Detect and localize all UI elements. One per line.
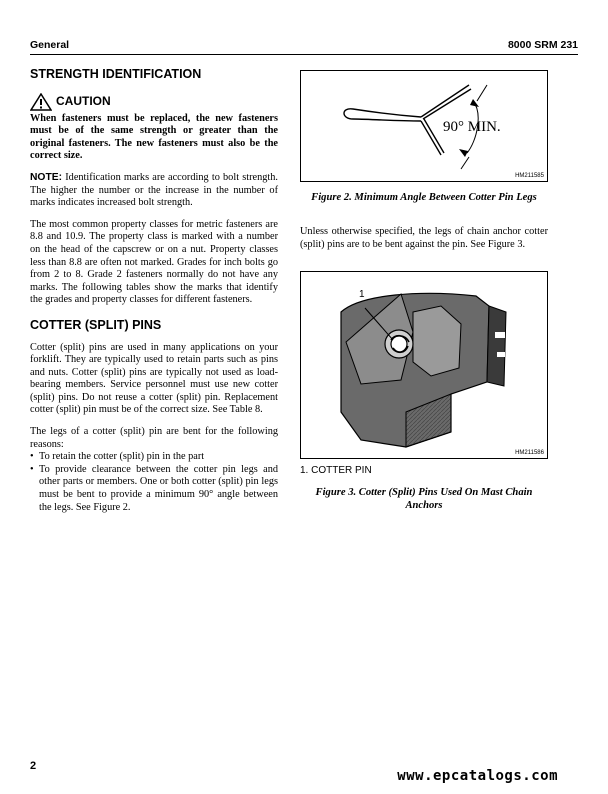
figure-2-id: HM211585 [515, 173, 544, 179]
figure-3-caption: Figure 3. Cotter (Split) Pins Used On Mast Chain Anchors [315, 487, 533, 511]
caution-heading [30, 93, 278, 111]
list-item: • To provide clearance between the cotter pin legs and other parts or members. One or both cotter (split) pin legs must be bent to provide a minimum 90° angle between the legs. See Figure 2. [30, 464, 278, 514]
note-label: NOTE: [30, 171, 63, 183]
list-item: • To retain the cotter (split) pin in the part [30, 451, 278, 464]
header-rule [30, 54, 578, 55]
header-section-title: General [30, 39, 70, 51]
cotter-pin-angle-diagram [301, 71, 547, 181]
warning-triangle-icon [30, 93, 52, 111]
section-title-cotter-pins: COTTER (SPLIT) PINS [30, 317, 162, 332]
chain-anchor-illustration [301, 272, 547, 458]
watermark: www.epcatalogs.com [397, 768, 558, 784]
figure-3-box [300, 271, 548, 459]
note-paragraph [30, 172, 278, 210]
note-text: Identification marks are according to bolt strength. The higher the number or the increase in the number of marks indicates increased bolt strength. [30, 171, 279, 209]
cotter-pins-paragraph: Cotter (split) pins are used in many applications on your forklift. They are typically used to retain parts such as pins and nuts. Cotter (split) pins are typically not used as load-bearing members. Service personnel must use new cotter (split) pins. Do not reuse a cotter (split) pin. Replacement cotter (split) pin must be of the correct size. See Table 8. [30, 341, 278, 416]
left-column [30, 68, 278, 514]
page-number: 2 [30, 760, 37, 772]
header-manual-number: 8000 SRM 231 [507, 39, 578, 51]
figure-3-legend: 1. COTTER PIN [300, 465, 372, 476]
figure-3-id: HM211586 [515, 450, 544, 456]
section-title-strength: STRENGTH IDENTIFICATION [30, 67, 202, 81]
angle-label: 90° MIN. [443, 119, 501, 135]
figure-2-caption: Figure 2. Minimum Angle Between Cotter Pin Legs [311, 192, 537, 203]
caution-text: When fasteners must be replaced, the new fasteners must be of the same strength or greater than the original fasteners. The new fasteners must also be the correct size. [30, 112, 278, 162]
callout-number: 1 [359, 289, 365, 300]
bent-legs-paragraph: The legs of a cotter (split) pin are bent for the following reasons: [30, 426, 278, 450]
caution-label: CAUTION [56, 94, 111, 109]
figure-2-box [300, 70, 548, 182]
property-classes-paragraph: The most common property classes for metric fasteners are 8.8 and 10.9. The property class is marked with a number on the head of the capscrew or on a nut. Property classes less than 8.8 are often not marked. Grades for inch bolts go from 2 to 8. Grade 2 fasteners normally do not have any marks. The following tables show the marks that identify the grades and property classes for different fasteners. [30, 218, 278, 306]
right-column-paragraph: Unless otherwise specified, the legs of chain anchor cotter (split) pins are to be bent against the pin. See Figure 3. [300, 226, 548, 250]
reasons-list [30, 451, 278, 514]
